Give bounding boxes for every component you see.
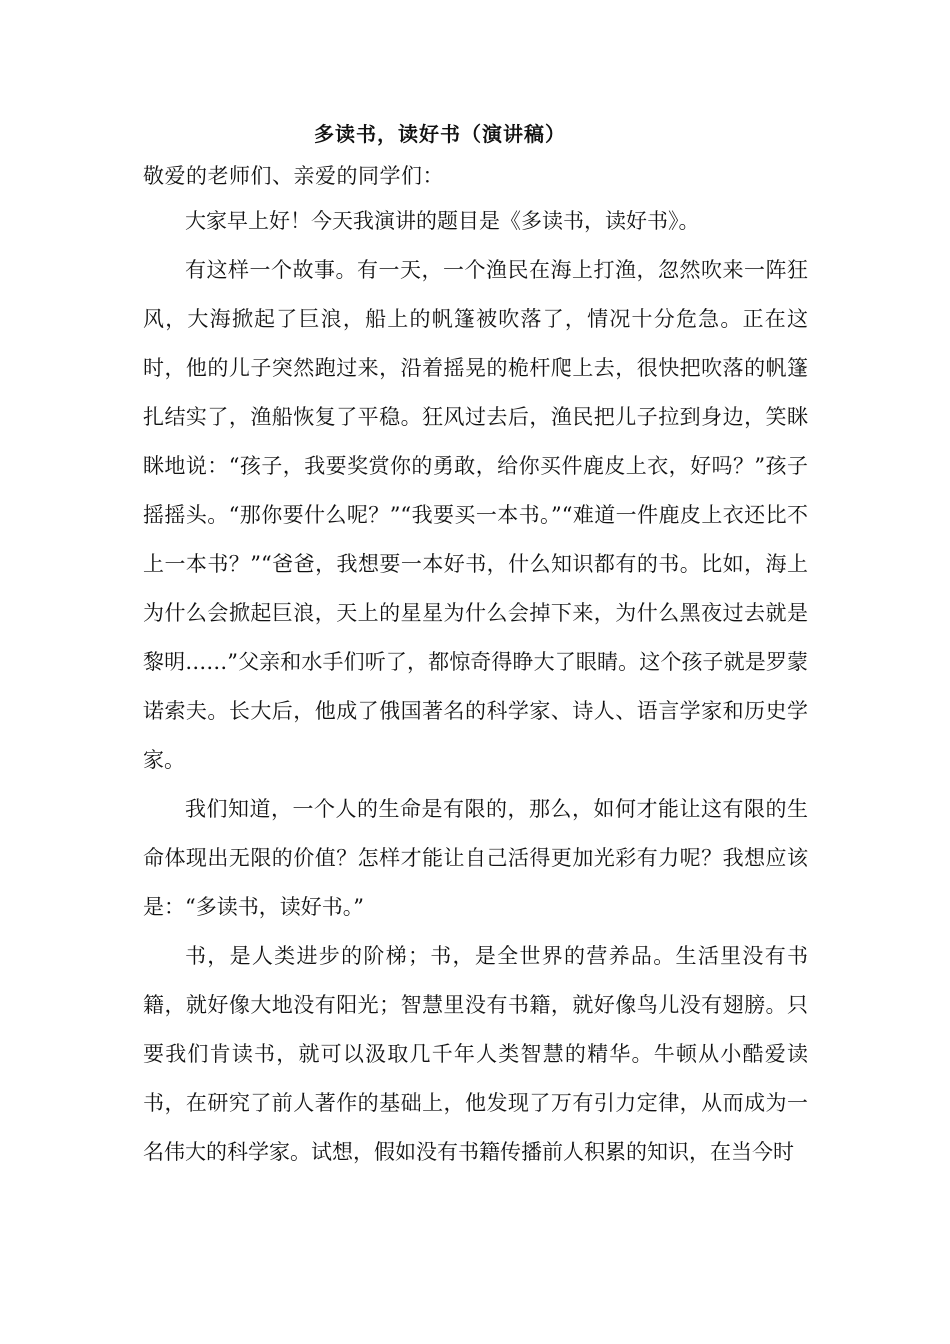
paragraph-books: 书，是人类进步的阶梯；书，是全世界的营养品。生活里没有书籍，就好像大地没有阳光；智慧里没有书籍，就好像鸟儿没有翅膀。只要我们肯读书，就可以汲取几千年人类智慧的精华。牛顿从小酷爱读书，在研究了前人著作的基础上，他发现了万有引力定律，从而成为一名伟大的科学家。试想，假如没有书籍传播前人积累的知识，在当今时 [143, 944, 808, 1164]
speech-body [143, 197, 808, 1177]
greeting-line: 敬爱的老师们、亲爱的同学们： [143, 164, 444, 188]
document-title: 多读书，读好书（演讲稿） [314, 122, 566, 146]
paragraph-life-value: 我们知道，一个人的生命是有限的，那么，如何才能让这有限的生命体现出无限的价值？怎样才能让自己活得更加光彩有力呢？我想应该是：“多读书，读好书。” [143, 797, 808, 919]
paragraph-story: 有这样一个故事。有一天，一个渔民在海上打渔，忽然吹来一阵狂风，大海掀起了巨浪，船上的帆篷被吹落了，情况十分危急。正在这时，他的儿子突然跑过来，沿着摇晃的桅杆爬上去，很快把吹落的帆篷扎结实了，渔船恢复了平稳。狂风过去后，渔民把儿子拉到身边，笑眯眯地说：“孩子，我要奖赏你的勇敢，给你买件鹿皮上衣，好吗？”孩子摇摇头。“那你要什么呢？”“我要买一本书。”“难道一件鹿皮上衣还比不上一本书？”“爸爸，我想要一本好书，什么知识都有的书。比如，海上为什么会掀起巨浪，天上的星星为什么会掉下来，为什么黑夜过去就是黎明……”父亲和水手们听了，都惊奇得睁大了眼睛。这个孩子就是罗蒙诺索夫。长大后，他成了俄国著名的科学家、诗人、语言学家和历史学家。 [143, 258, 808, 772]
paragraph-opening: 大家早上好！今天我演讲的题目是《多读书，读好书》。 [185, 209, 700, 233]
